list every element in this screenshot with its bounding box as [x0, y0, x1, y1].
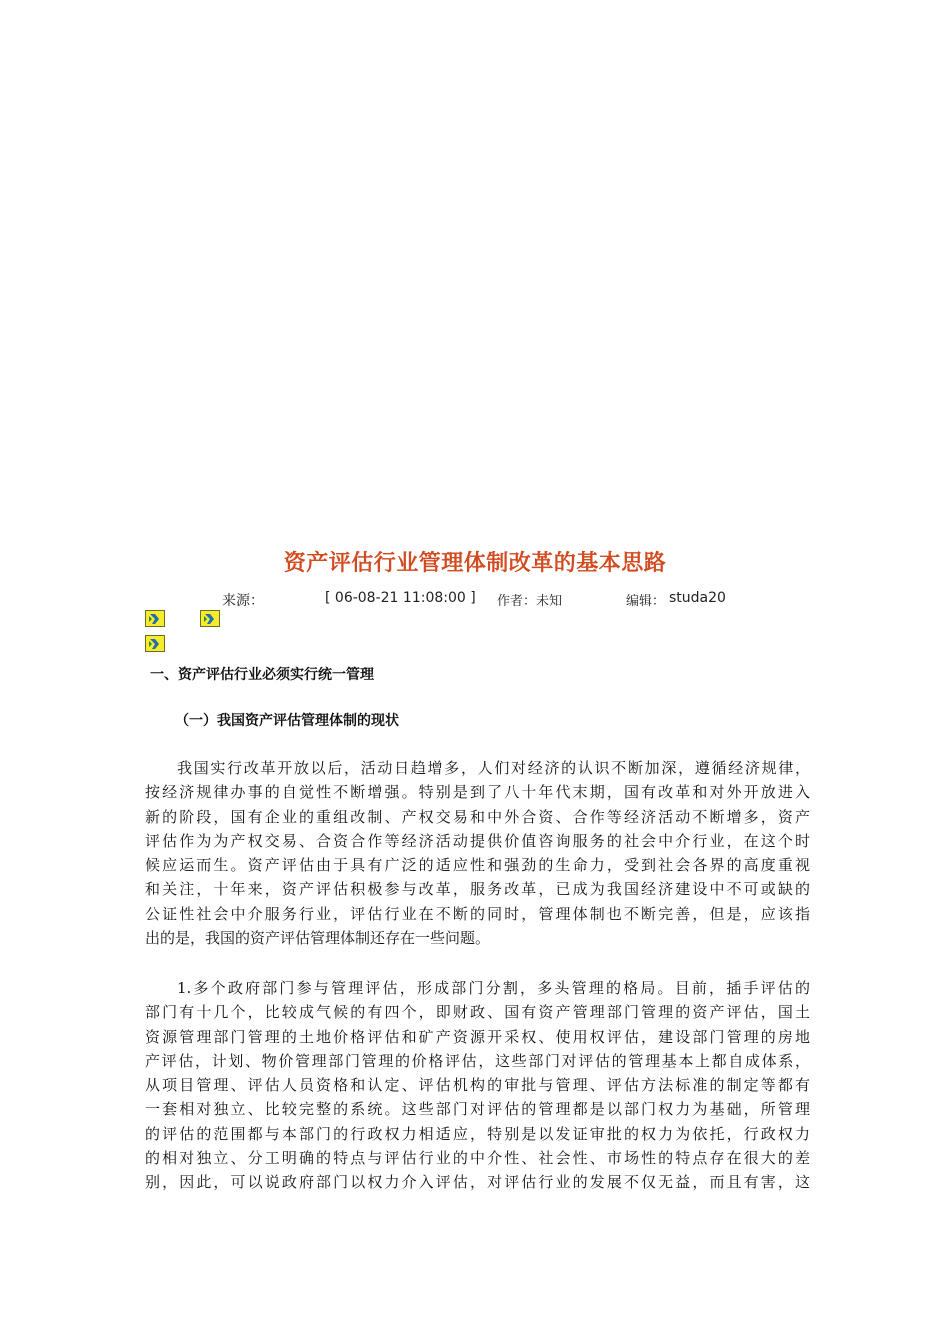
source-label: 来源：	[222, 593, 264, 609]
body-paragraph-2	[145, 976, 810, 1195]
section-heading: 一、资产评估行业必须实行统一管理	[150, 667, 374, 683]
paragraph-line: 出的是，我国的资产评估管理体制还存在一些问题。	[145, 929, 491, 948]
paragraph-line: 的相对独立、分工明确的特点与评估行业的中介性、社会性、市场性的特点存在很大的差	[145, 1149, 810, 1168]
paragraph-line: 新的阶段，国有企业的重组改制、产权交易和中外合资、合作等经济活动不断增多，资产	[145, 807, 810, 826]
paragraph-line: 公证性社会中介服务行业，评估行业在不断的同时，管理体制也不断完善，但是，应该指	[145, 904, 810, 923]
subsection-heading: （一）我国资产评估管理体制的现状	[175, 713, 399, 729]
paragraph-line: 的评估的范围都与本部门的行政权力相适应，特别是以发证审批的权力为依托，行政权力	[145, 1124, 810, 1143]
editor-name: studa20	[669, 590, 726, 606]
paragraph-line: 别，因此，可以说政府部门以权力介入评估，对评估行业的发展不仅无益，而且有害，这	[145, 1173, 810, 1192]
body-paragraph-1	[145, 756, 810, 950]
paragraph-line: 产评估，计划、物价管理部门管理的价格评估，这些部门对评估的管理基本上都自成体系，	[145, 1051, 810, 1070]
paragraph-line: 评估作为为产权交易、合资合作等经济活动提供价值咨询服务的社会中介行业，在这个时	[145, 831, 810, 850]
paragraph-line: 按经济规律办事的自觉性不断增强。特别是到了八十年代末期，国有改革和对外开放进入	[145, 783, 810, 802]
publish-datetime: [ 06-08-21 11:08:00 ]	[325, 590, 476, 606]
paragraph-line: 一套相对独立、比较完整的系统。这些部门对评估的管理都是以部门权力为基础，所管理	[145, 1100, 810, 1119]
paragraph-line: 我国实行改革开放以后，活动日趋增多，人们对经济的认识不断加深，遵循经济规律，	[177, 759, 810, 777]
paragraph-line: 和关注，十年来，资产评估积极参与改革，服务改革，已成为我国经济建设中不可或缺的	[145, 880, 810, 899]
paragraph-line: 候应运而生。资产评估由于具有广泛的适应性和强劲的生命力，受到社会各界的高度重视	[145, 856, 810, 875]
paragraph-line: 部门有十几个，比较成气候的有四个，即财政、国有资产管理部门管理的资产评估，国土	[145, 1003, 810, 1022]
article-title: 资产评估行业管理体制改革的基本思路	[283, 551, 667, 576]
author-label: 作者：未知	[497, 594, 563, 609]
paragraph-line: 1.多个政府部门参与管理评估，形成部门分割，多头管理的格局。目前，插手评估的	[177, 979, 810, 997]
speaker-icon[interactable]	[145, 610, 165, 627]
paragraph-line: 资源管理部门管理的土地价格评估和矿产资源开采权、使用权评估，建设部门管理的房地	[145, 1027, 810, 1046]
speaker-icon[interactable]	[145, 635, 165, 652]
editor-label: 编辑：	[626, 594, 666, 609]
paragraph-line: 从项目管理、评估人员资格和认定、评估机构的审批与管理、评估方法标准的制定等都有	[145, 1076, 810, 1095]
speaker-icon[interactable]	[200, 610, 220, 627]
